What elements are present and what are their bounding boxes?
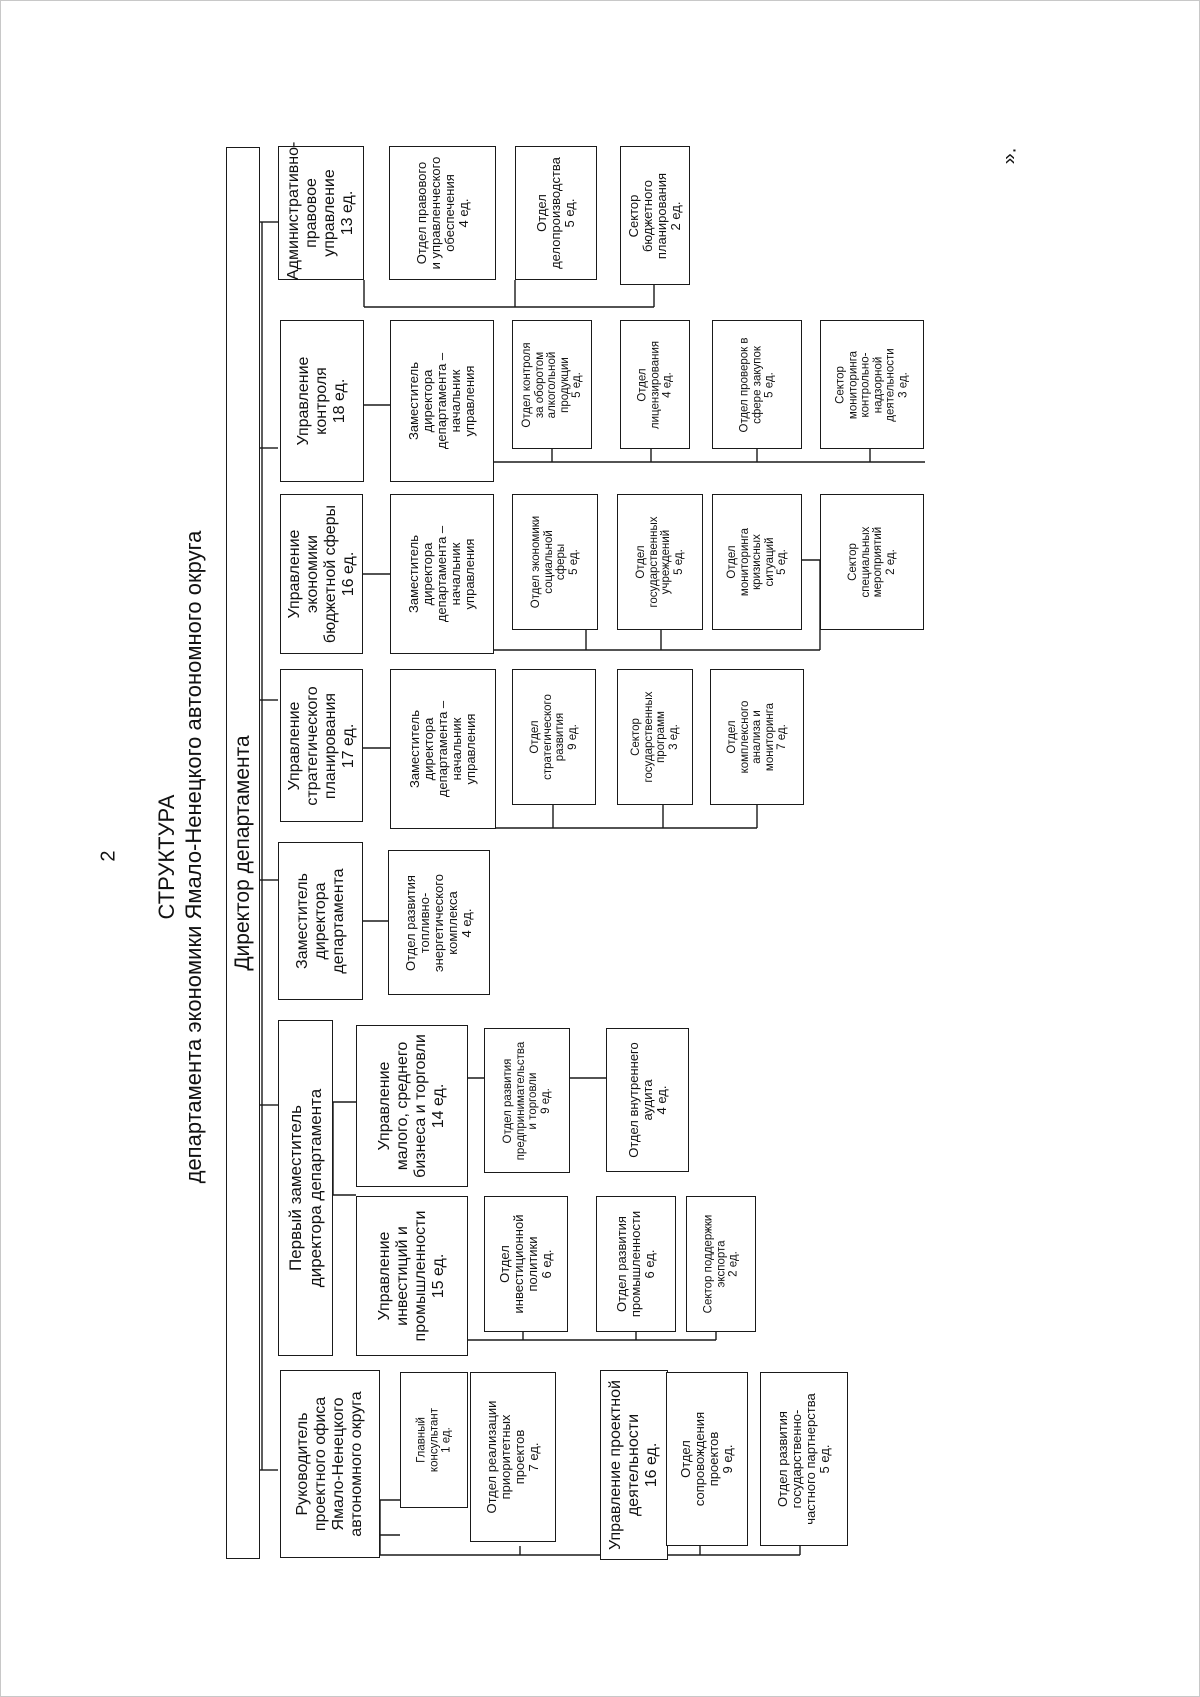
unit-line: 5 ед. — [570, 371, 583, 398]
unit-line: 7 ед. — [526, 1442, 541, 1472]
entrepreneurship-unit-box — [484, 1028, 570, 1173]
chief-consultant-box — [400, 1372, 468, 1508]
unit-line: Отдел — [725, 720, 738, 754]
project-mgmt-line: Управление проектной — [607, 1380, 624, 1550]
unit-line: комплекса — [445, 890, 460, 955]
budget-planning-sector-box — [620, 146, 690, 285]
project-management-department-box — [600, 1370, 668, 1560]
export-support-sector-box — [686, 1196, 756, 1332]
alcohol-control-unit-box — [512, 320, 592, 449]
title-line-2: департамента экономики Ямало-Ненецкого автономного округа — [181, 530, 206, 1184]
control-department-box — [280, 320, 364, 482]
strategic-head-line: 17 ед. — [339, 723, 357, 768]
budget-deputy-head-box — [390, 494, 494, 654]
unit-line: 5 ед. — [567, 549, 580, 575]
unit-line: 9 ед. — [539, 1087, 552, 1114]
admin-head-line-1: Административно- — [285, 141, 302, 280]
deputy-director-box — [278, 842, 363, 1000]
budget-head-line: экономики — [303, 535, 321, 613]
unit-line: инвестиционной — [511, 1214, 526, 1314]
unit-line: промышленности — [628, 1210, 643, 1318]
budget-head-line: 16 ед. — [339, 551, 357, 597]
admin-head-line-3: управление — [321, 169, 338, 257]
unit-line: Отдел контроля — [520, 341, 533, 428]
consultant-line: консультант — [427, 1407, 440, 1473]
control-deputy-head-box — [390, 320, 494, 482]
unit-line: бюджетного — [640, 179, 655, 252]
unit-line: социальной — [542, 530, 555, 594]
unit-line: программ — [655, 711, 667, 763]
strategic-development-unit-box — [512, 669, 596, 805]
unit-line: Отдел развития — [775, 1411, 790, 1507]
unit-line: 4 ед. — [459, 908, 474, 937]
unit-line: обеспечения — [441, 174, 457, 252]
unit-line: Сектор — [834, 365, 847, 404]
unit-line: Сектор поддержки — [702, 1214, 715, 1314]
state-programs-sector-box — [617, 669, 693, 805]
unit-line: Сектор — [626, 194, 641, 237]
project-office-line: автономного округа — [348, 1391, 365, 1537]
unit-line: Отдел — [678, 1440, 693, 1478]
investment-line: Управление — [376, 1231, 393, 1321]
fuel-energy-unit-box — [388, 850, 490, 995]
unit-line: стратегического — [541, 694, 554, 780]
unit-line: мониторинга — [738, 527, 751, 597]
unit-line: Отдел — [534, 194, 549, 232]
unit-line: 4 ед. — [455, 198, 471, 228]
unit-line: Отдел — [497, 1245, 512, 1283]
deputy-line: начальник — [449, 717, 464, 781]
unit-line: 2 ед. — [727, 1251, 740, 1277]
unit-line: за оборотом — [533, 351, 546, 418]
deputy-director-line: директора — [311, 882, 329, 960]
unit-line: 3 ед. — [897, 371, 909, 398]
investment-department-box — [356, 1196, 468, 1356]
director-label: Директор департамента — [231, 735, 254, 971]
unit-line: анализа и — [750, 710, 763, 764]
unit-line: Отдел — [636, 367, 649, 402]
crisis-monitoring-unit-box — [712, 494, 802, 630]
unit-line: приоритетных — [498, 1414, 513, 1500]
unit-line: мониторинга — [847, 350, 859, 419]
deputy-line: Заместитель — [406, 535, 421, 613]
unit-line: планирования — [654, 172, 669, 259]
unit-line: 6 ед. — [642, 1249, 657, 1279]
unit-line: Отдел внутреннего — [625, 1042, 641, 1158]
project-office-line: проектного офиса — [312, 1396, 329, 1532]
special-events-sector-box — [820, 494, 924, 630]
page-number: 2 — [97, 850, 120, 862]
deputy-line: директора — [421, 717, 436, 781]
control-head-line: контроля — [313, 367, 330, 435]
admin-head-line-2: правовое — [303, 178, 320, 248]
unit-line: проектов — [706, 1431, 721, 1487]
deputy-line: управления — [462, 538, 477, 610]
deputy-line: директора — [420, 369, 435, 433]
deputy-line: департамента – — [435, 700, 450, 798]
deputy-line: Заместитель — [407, 710, 422, 788]
unit-line: кризисных — [750, 534, 763, 590]
unit-line: проектов — [512, 1429, 527, 1485]
unit-line: 2 ед. — [668, 201, 683, 230]
closing-quote-mark: ». — [998, 147, 1021, 165]
unit-line: экспорта — [714, 1240, 727, 1288]
unit-line: ситуаций — [763, 537, 776, 587]
unit-line: предпринимательства — [514, 1041, 527, 1160]
deputy-director-line: департамента — [329, 868, 347, 974]
control-head-line: 18 ед. — [331, 378, 348, 424]
strategic-deputy-head-box — [390, 669, 496, 829]
deputy-line: департамента – — [434, 525, 449, 623]
unit-line: лицензирования — [648, 340, 661, 429]
investment-policy-unit-box — [484, 1196, 568, 1332]
investment-line: инвестиций и — [394, 1226, 411, 1326]
unit-line: 9 ед. — [720, 1444, 735, 1474]
deputy-line: управления — [462, 365, 477, 437]
unit-line: Отдел развития — [614, 1216, 629, 1312]
unit-line: 7 ед. — [775, 724, 788, 750]
admin-head-line-4: 13 ед. — [339, 190, 356, 236]
budget-head-line: Управление — [285, 529, 303, 619]
deputy-director-line: Заместитель — [293, 873, 311, 969]
unit-line: мониторинга — [763, 702, 776, 772]
unit-line: надзорной — [872, 356, 884, 413]
state-institutions-unit-box — [617, 494, 703, 630]
complex-analysis-unit-box — [710, 669, 804, 805]
consultant-line: Главный — [415, 1417, 428, 1463]
industry-development-unit-box — [596, 1196, 676, 1332]
records-unit-box — [515, 146, 597, 280]
licensing-unit-box — [620, 320, 690, 449]
unit-line: 9 ед. — [566, 724, 579, 750]
legal-support-unit-box — [389, 146, 496, 280]
unit-line: 5 ед. — [775, 549, 788, 575]
small-business-line: малого, среднего — [394, 1041, 411, 1171]
unit-line: сфере закупок — [750, 345, 763, 424]
project-mgmt-line: деятельности — [625, 1413, 642, 1517]
unit-line: Отдел экономики — [530, 515, 542, 609]
unit-line: 6 ед. — [539, 1249, 554, 1279]
budget-sphere-department-box — [280, 494, 363, 654]
small-business-line: Управление — [376, 1061, 393, 1151]
procurement-audit-unit-box — [712, 320, 802, 449]
project-office-line: Ямало-Ненецкого — [330, 1397, 347, 1531]
unit-line: Отдел развития — [403, 874, 418, 971]
unit-line: Сектор — [630, 718, 642, 756]
unit-line: специальных — [859, 526, 872, 598]
unit-line: и торговли — [527, 1072, 539, 1129]
project-support-unit-box — [666, 1372, 748, 1546]
small-business-department-box — [356, 1025, 468, 1187]
unit-line: сопровождения — [692, 1411, 707, 1507]
strategic-head-line: планирования — [321, 692, 339, 799]
small-business-line: 14 ед. — [430, 1083, 447, 1129]
unit-line: 4 ед. — [661, 371, 674, 398]
strategic-planning-department-box — [280, 669, 363, 822]
unit-line: энергетического — [431, 873, 446, 972]
unit-line: сферы — [555, 543, 567, 581]
strategic-head-line: стратегического — [303, 685, 321, 806]
first-deputy-line: Первый заместитель — [285, 1104, 305, 1272]
investment-line: 15 ед. — [430, 1253, 447, 1299]
unit-line: контрольно- — [859, 352, 872, 417]
deputy-line: директора — [420, 542, 435, 606]
unit-line: 5 ед. — [562, 198, 577, 228]
monitoring-sector-box — [820, 320, 924, 449]
unit-line: алкогольной — [545, 351, 558, 418]
unit-line: государственно- — [789, 1409, 804, 1509]
internal-audit-unit-box — [606, 1028, 689, 1172]
unit-line: Отдел — [725, 545, 738, 579]
priority-projects-unit-box — [470, 1372, 556, 1542]
director-box — [226, 147, 260, 1559]
first-deputy-line: директора департамента — [305, 1088, 325, 1288]
admin-legal-department-box — [278, 141, 364, 280]
unit-line: мероприятий — [872, 526, 884, 598]
first-deputy-box — [278, 1020, 333, 1356]
unit-line: Отдел — [635, 545, 647, 579]
unit-line: 5 ед. — [817, 1444, 832, 1474]
unit-line: комплексного — [738, 700, 751, 774]
unit-line: 3 ед. — [667, 724, 680, 750]
unit-line: топливно- — [417, 892, 432, 953]
unit-line: 2 ед. — [884, 549, 897, 575]
unit-line: деятельности — [884, 347, 897, 422]
deputy-line: начальник — [448, 369, 463, 433]
unit-line: Отдел — [529, 720, 541, 754]
unit-line: учреждений — [660, 529, 672, 595]
unit-line: Отдел реализации — [484, 1400, 499, 1514]
deputy-line: начальник — [448, 542, 463, 606]
consultant-line: 1 ед. — [440, 1427, 453, 1453]
budget-head-line: бюджетной сферы — [321, 504, 339, 644]
unit-line: делопроизводства — [548, 157, 563, 269]
unit-line: государственных — [642, 691, 655, 783]
strategic-head-line: Управление — [285, 701, 303, 790]
ppp-development-unit-box — [760, 1372, 848, 1546]
project-office-line: Руководитель — [294, 1412, 311, 1516]
unit-line: Отдел проверок в — [738, 337, 751, 432]
small-business-line: бизнеса и торговли — [412, 1034, 429, 1178]
title-line-1: СТРУКТУРА — [154, 794, 179, 920]
deputy-line: департамента – — [434, 352, 449, 450]
investment-line: промышленности — [412, 1210, 429, 1342]
social-economy-unit-box — [512, 494, 598, 630]
project-office-head-box — [280, 1370, 380, 1558]
control-head-line: Управление — [295, 356, 312, 446]
deputy-line: Заместитель — [406, 362, 421, 440]
unit-line: аудита — [639, 1079, 655, 1121]
unit-line: и управленческого — [427, 156, 443, 270]
unit-line: политики — [525, 1236, 540, 1292]
unit-line: продукции — [558, 356, 571, 413]
unit-line: 5 ед. — [763, 371, 776, 398]
unit-line: развития — [554, 712, 566, 762]
unit-line: 5 ед. — [672, 549, 685, 575]
unit-line: частного партнерства — [803, 1393, 818, 1525]
unit-line: 4 ед. — [653, 1085, 669, 1115]
unit-line: Сектор — [847, 543, 859, 581]
unit-line: государственных — [647, 516, 660, 608]
project-mgmt-line: 16 ед. — [643, 1442, 660, 1488]
unit-line: Отдел развития — [502, 1058, 514, 1143]
deputy-line: управления — [463, 713, 478, 785]
unit-line: Отдел правового — [413, 161, 429, 265]
